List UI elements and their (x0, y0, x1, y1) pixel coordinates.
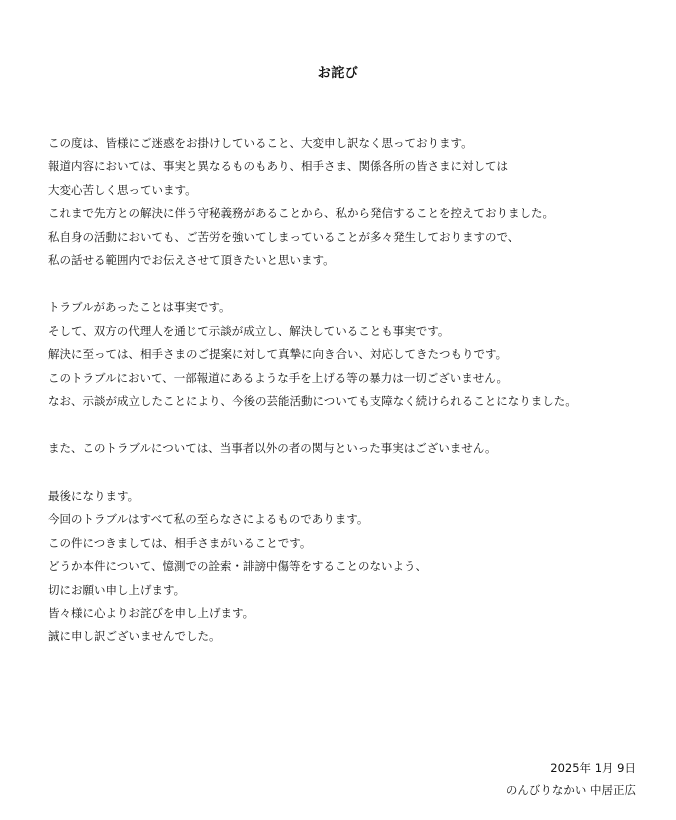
text-line: 大変心苦しく思っています。 (48, 182, 197, 197)
text-line: 皆々様に心よりお詫びを申し上げます。 (48, 605, 255, 620)
text-line: また、このトラブルについては、当事者以外の者の関与といった事実はございません。 (48, 441, 497, 456)
document-title: お詫び (317, 66, 359, 81)
text-line: 今回のトラブルはすべて私の至らなさによるものであります。 (48, 512, 369, 527)
text-line: そして、双方の代理人を通じて示談が成立し、解決していることも事実です。 (48, 323, 450, 338)
text-line: 最後になります。 (48, 488, 140, 503)
text-line: この件につきましては、相手さまがいることです。 (48, 535, 312, 550)
paragraph-facts (48, 296, 648, 413)
text-line: 誠に申し訳ございませんでした。 (48, 629, 221, 644)
paragraph-third-party (48, 437, 648, 460)
text-line: トラブルがあったことは事実です。 (48, 300, 231, 315)
text-line: 私自身の活動においても、ご苦労を強いてしまっていることが多々発生しておりますので、 (48, 229, 520, 244)
paragraph-apology (48, 132, 648, 272)
text-line: なお、示談が成立したことにより、今後の芸能活動についても支障なく続けられることになりました。 (48, 394, 577, 409)
statement-date: 2025年 1月 9日 (550, 761, 636, 775)
statement-body (48, 132, 648, 673)
signature-name: のんびりなかい 中居正広 (505, 783, 636, 797)
text-line: 解決に至っては、相手さまのご提案に対して真摯に向き合い、対応してきたつもりです。 (48, 347, 508, 362)
paragraph-closing (48, 485, 648, 649)
text-line: これまで先方との解決に伴う守秘義務があることから、私から発信することを控えておりました。 (48, 206, 554, 221)
text-line: この度は、皆様にご迷惑をお掛けしていること、大変申し訳なく思っております。 (48, 136, 473, 150)
signature-block (506, 757, 636, 801)
text-line: このトラブルにおいて、一部報道にあるような手を上げる等の暴力は一切ございません。 (48, 370, 508, 385)
text-line: どうか本件について、憶測での詮索・誹謗中傷等をすることのないよう、 (48, 559, 428, 574)
text-line: 切にお願い申し上げます。 (48, 582, 186, 597)
text-line: 報道内容においては、事実と異なるものもあり、相手さま、関係各所の皆さまに対しては (48, 159, 508, 174)
text-line: 私の話せる範囲内でお伝えさせて頂きたいと思います。 (48, 253, 335, 268)
